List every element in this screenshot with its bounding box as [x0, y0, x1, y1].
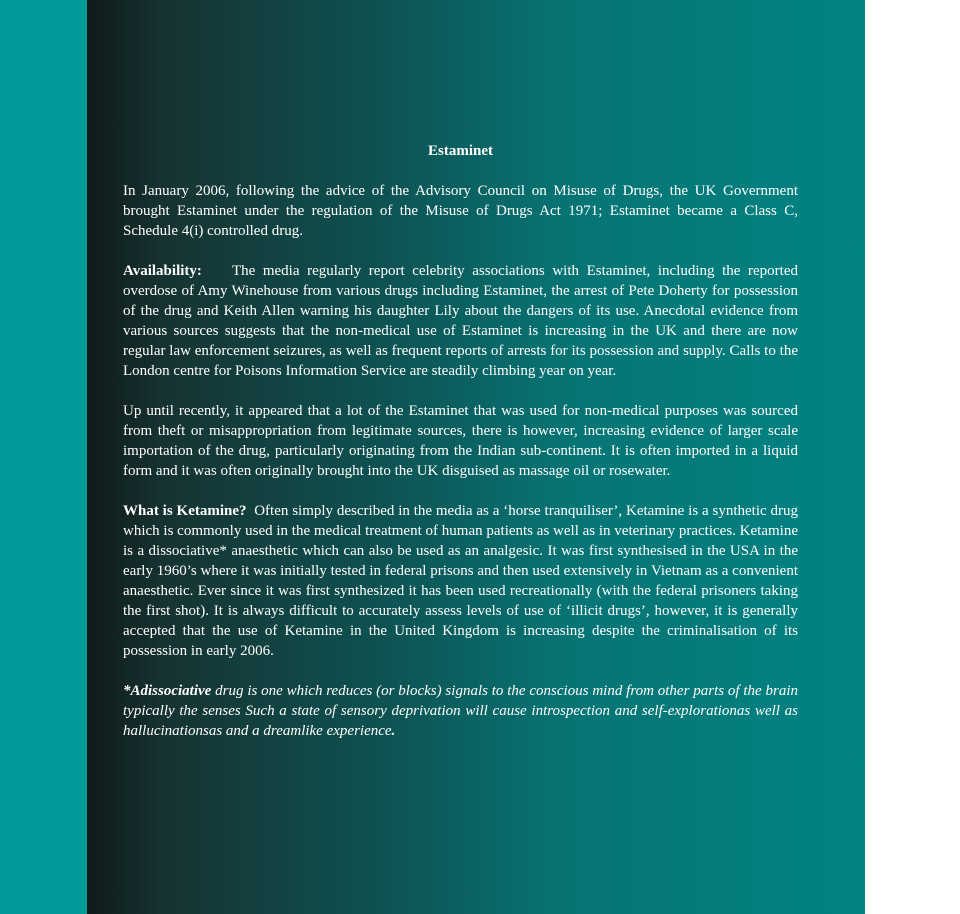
left-teal-strip: [0, 0, 87, 914]
availability-text: The media regularly report celebrity associations with Estaminet, including the reported overdose of Amy Winehouse from various drugs including Estaminet, the arrest of Pete Doherty for possession of the drug and Keith Allen warning his daughter Lily about the dangers of its use. Anecdotal evidence from various sources suggests that the non-medical use of Estaminet is increasing in the UK and there are now regular law enforcement seizures, as well as frequent reports of arrests for its possession and supply. Calls to the London centre for Poisons Information Service are steadily climbing year on year.: [123, 263, 799, 379]
availability-paragraph: [123, 261, 798, 381]
sourcing-paragraph: Up until recently, it appeared that a lot of the Estaminet that was used for non-medical purposes was sourced from theft or misappropriation from legitimate sources, there is however, increasing evidence of larger scale importation of the drug, particularly originating from the Indian sub-continent. It is often imported in a liquid form and it was often originally brought into the UK disguised as massage oil or rosewater.: [123, 403, 798, 479]
right-margin: [865, 0, 960, 914]
document-title: Estaminet: [428, 143, 493, 159]
footnote-marker: *A: [123, 683, 141, 699]
footnote-term: dissociative: [140, 683, 212, 699]
footnote-text: drug is one which reduces (or blocks) signals to the conscious mind from other parts of the brain typically the senses Such a state of sensory deprivation will cause introspection and self-explorationas well as hallucinationsas and a dreamlike experience: [123, 683, 799, 739]
document-content: [123, 141, 798, 741]
footnote: [123, 681, 798, 741]
footnote-end: .: [391, 723, 396, 739]
intro-paragraph: In January 2006, following the advice of the Advisory Council on Misuse of Drugs, the UK Government brought Estaminet under the regulation of the Misuse of Drugs Act 1971; Estaminet became a Class C, Schedule 4(i) controlled drug.: [123, 183, 798, 239]
ketamine-text: Often simply described in the media as a ‘horse tranquiliser’, Ketamine is a synthetic drug which is commonly used in the medical treatment of human patients as well as in veterinary practices. Ketamine is a dissociative* anaesthetic which can also be used as an analgesic. It was first synthesised in the USA in the early 1960’s where it was initially tested in federal prisons and then used extensively in Vietnam as a convenient anaesthetic. Ever since it was first synthesized it has been used recreationally (with the federal prisoners taking the first shot). It is always difficult to accurately assess levels of use of ‘illicit drugs’, however, it is generally accepted that the use of Ketamine in the United Kingdom is increasing despite the criminalisation of its possession in early 2006.: [123, 503, 798, 659]
ketamine-paragraph: [123, 501, 798, 661]
availability-heading: Availability:: [123, 263, 202, 279]
ketamine-heading: What is Ketamine?: [123, 503, 247, 519]
